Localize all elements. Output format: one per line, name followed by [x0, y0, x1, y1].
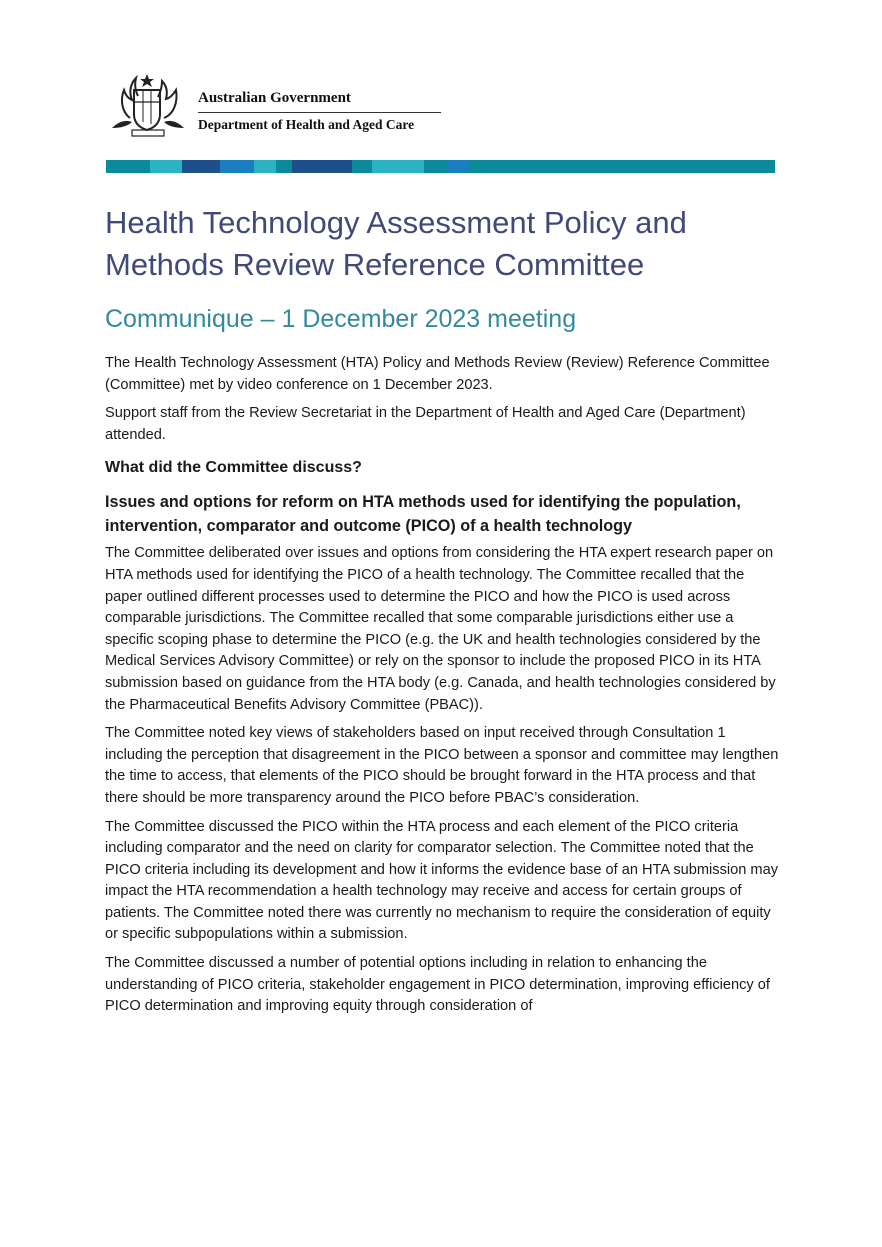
title-line-2: Methods Review Reference Committee	[105, 247, 645, 282]
government-name: Australian Government	[198, 90, 351, 106]
department-name: Department of Health and Aged Care	[198, 117, 415, 132]
section-heading-discuss: What did the Committee discuss?	[105, 459, 362, 477]
page-title	[105, 202, 785, 286]
body-paragraph-2: The Committee noted key views of stakeholders based on input received through Consultation 1 including the perception that disagreement in the PICO between a sponsor and committee may lengthen the time to access, that elements of the PICO should be brought forward in the HTA process and that there should be more transparency around the PICO before PBAC’s consideration.	[105, 725, 779, 806]
body-paragraph-3: The Committee discussed the PICO within the HTA process and each element of the PICO criteria including comparator and the need on clarity for comparator selection. The Committee noted that the PICO criteria including its development and how it informs the evidence base of an HTA submission may impact the HTA recommendation a health technology may receive and access for certain groups of patients. The Committee noted there was currently no mechanism to require the consideration of equity or specific subpopulations within a submission.	[105, 818, 778, 943]
section-heading-issues: Issues and options for reform on HTA methods used for identifying the population, intervention, comparator and outcome (PICO) of a health technology	[105, 493, 741, 536]
body-paragraph-4: The Committee discussed a number of potential options including in relation to enhancing the understanding of PICO criteria, stakeholder engagement in PICO determination, improving efficiency of PICO determination and improving equity through consideration of	[105, 955, 770, 1015]
commonwealth-coat-of-arms-icon	[106, 72, 190, 138]
document-body	[105, 353, 780, 1025]
page-subtitle: Communique – 1 December 2023 meeting	[105, 305, 577, 333]
title-line-1: Health Technology Assessment Policy and	[105, 205, 687, 240]
intro-paragraph-1: The Health Technology Assessment (HTA) Policy and Methods Review (Review) Reference Committee (Committee) met by video conference on 1 December 2023.	[105, 355, 770, 393]
header-divider	[198, 112, 441, 113]
body-paragraph-1: The Committee deliberated over issues and options from considering the HTA expert research paper on HTA methods used for identifying the PICO of a health technology. The Committee recalled that the paper outlined different processes used to determine the PICO and how the PICO is used across comparable jurisdictions. The Committee recalled that some comparable jurisdictions either use a specific scoping phase to determine the PICO (e.g. the UK and health technologies considered by the Medical Services Advisory Committee) or rely on the sponsor to include the proposed PICO in its HTA submission based on guidance from the HTA body (e.g. Canada, and health technologies considered by the Pharmaceutical Benefits Advisory Committee (PBAC)).	[105, 545, 776, 713]
decorative-colour-bar	[106, 160, 775, 173]
intro-paragraph-2: Support staff from the Review Secretariat in the Department of Health and Aged Care (Department) attended.	[105, 405, 746, 443]
